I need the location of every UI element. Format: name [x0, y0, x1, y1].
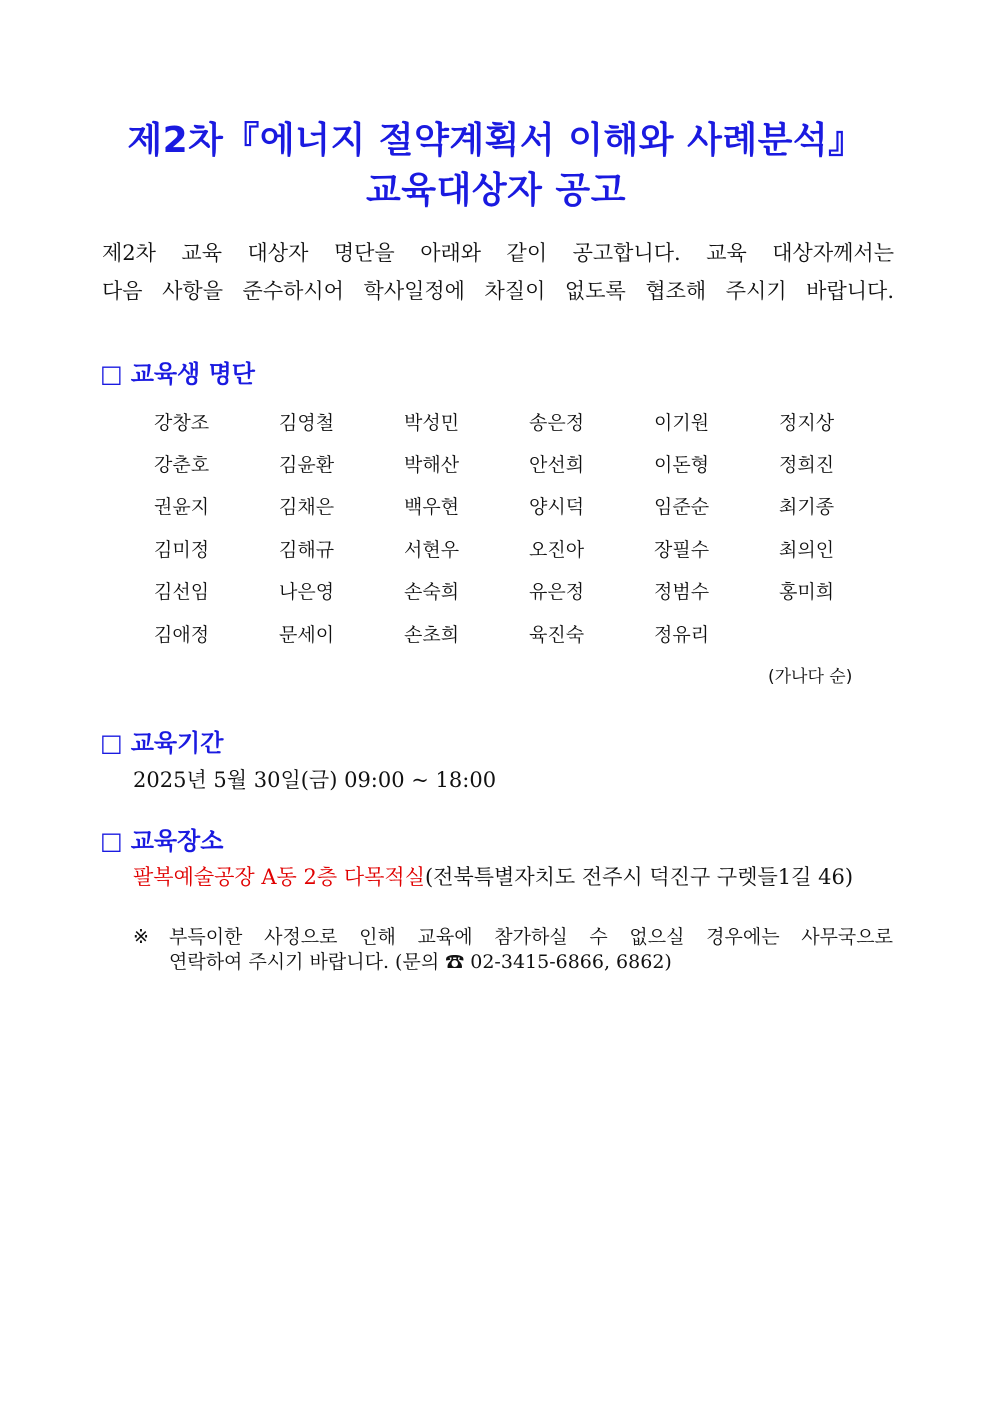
student-name: 정희진 [779, 454, 835, 477]
student-name: 이돈형 [654, 454, 710, 477]
checkbox-square-icon: □ [100, 729, 123, 757]
title-line-1: 제2차『에너지 절약계획서 이해와 사례분석』 [127, 120, 865, 161]
section-venue-title: 교육장소 [130, 827, 224, 855]
section-period-heading [100, 728, 223, 758]
student-name: 김영철 [279, 411, 335, 434]
title-line-2: 교육대상자 공고 [366, 170, 626, 211]
student-name: 김선임 [154, 581, 210, 604]
student-name: 문세이 [279, 623, 335, 646]
student-name: 유은정 [529, 581, 585, 604]
student-name: 안선희 [529, 454, 585, 477]
student-name: 김애정 [154, 623, 210, 646]
section-venue-heading [100, 826, 223, 856]
intro-paragraph [102, 234, 894, 310]
student-name: 이기원 [654, 411, 710, 434]
student-name: 서현우 [404, 538, 460, 561]
venue-highlight: 팔복예술공장 A동 2층 다목적실 [133, 865, 425, 889]
student-name: 김해규 [279, 538, 335, 561]
student-name: 김미정 [154, 538, 210, 561]
section-students-title: 교육생 명단 [130, 360, 255, 388]
student-name: 정유리 [654, 623, 710, 646]
note-line-1: 부득이한 사정으로 인해 교육에 참가하실 수 없으실 경우에는 사무국으로 [169, 926, 893, 948]
note-line-2: 연락하여 주시기 바랍니다. (문의 ☎ 02-3415-6866, 6862) [169, 951, 672, 973]
student-name: 손초희 [404, 623, 460, 646]
student-name: 백우현 [404, 496, 460, 519]
students-table [154, 400, 904, 654]
intro-line-2: 다음 사항을 준수하시어 학사일정에 차질이 없도록 협조해 주시기 바랍니다. [102, 279, 894, 303]
student-name: 최기종 [779, 496, 835, 519]
student-row [154, 570, 904, 612]
student-row [154, 527, 904, 569]
student-name: 양시덕 [529, 496, 585, 519]
student-name: 장필수 [654, 538, 710, 561]
student-name: 정지상 [779, 411, 835, 434]
student-name: 오진아 [529, 538, 585, 561]
intro-line-1: 제2차 교육 대상자 명단을 아래와 같이 공고합니다. 교육 대상자께서는 [102, 241, 894, 265]
student-name: 강춘호 [154, 454, 210, 477]
student-name: 박성민 [404, 411, 460, 434]
student-name: 최의인 [779, 538, 835, 561]
student-name: 김윤환 [279, 454, 335, 477]
student-name: 김채은 [279, 496, 335, 519]
section-period-title: 교육기간 [130, 729, 224, 757]
student-row [154, 400, 904, 442]
student-name: 강창조 [154, 411, 210, 434]
student-name: 나은영 [279, 581, 335, 604]
student-name: 박해산 [404, 454, 460, 477]
student-name: 손숙희 [404, 581, 460, 604]
student-name: 권윤지 [154, 496, 210, 519]
section-students-heading [100, 359, 255, 389]
student-row [154, 442, 904, 484]
student-name: 임준순 [654, 496, 710, 519]
checkbox-square-icon: □ [100, 827, 123, 855]
venue-text [133, 861, 853, 891]
student-row [154, 612, 904, 654]
checkbox-square-icon: □ [100, 360, 123, 388]
student-row [154, 485, 904, 527]
order-note: (가나다 순) [768, 667, 853, 687]
period-text: 2025년 5월 30일(금) 09:00 ~ 18:00 [133, 768, 497, 792]
contact-note [133, 925, 893, 975]
student-name: 정범수 [654, 581, 710, 604]
student-name: 육진숙 [529, 623, 585, 646]
student-name: 송은정 [529, 411, 585, 434]
reference-mark-icon: ※ [133, 926, 149, 948]
student-name: 홍미희 [779, 581, 835, 604]
venue-address: (전북특별자치도 전주시 덕진구 구렛들1길 46) [424, 865, 854, 889]
